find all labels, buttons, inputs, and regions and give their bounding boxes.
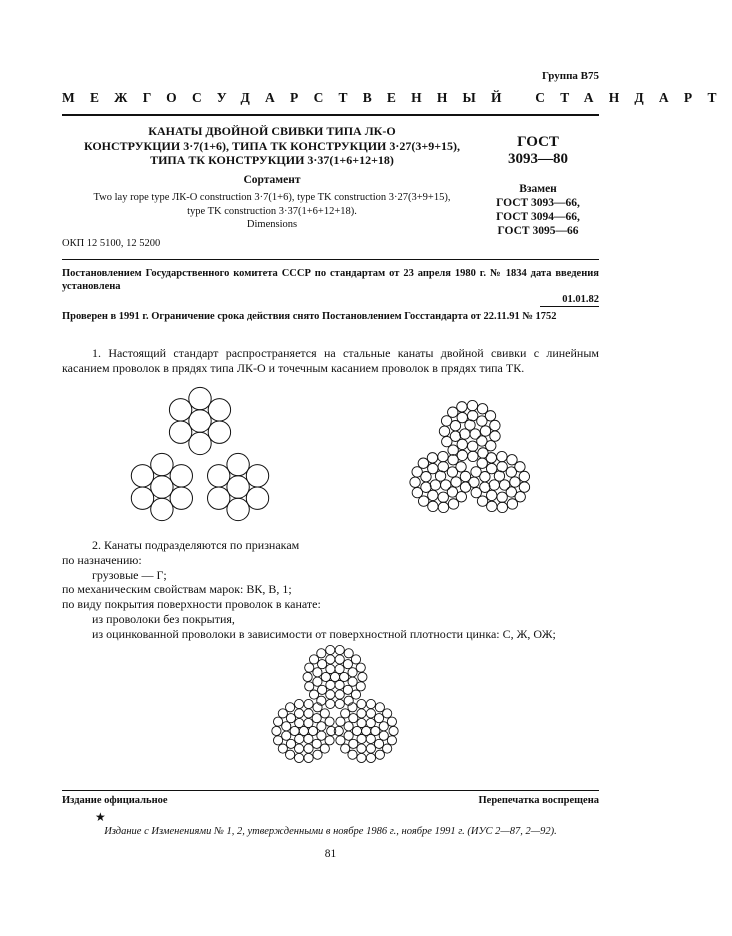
wire-circle [348,668,357,677]
wire-circle [312,739,321,748]
wire-circle [151,476,173,498]
wire-circle [497,492,507,502]
wire-circle [208,421,230,443]
wire-circle [344,722,353,731]
okp-code: ОКП 12 5100, 12 5200 [62,238,161,249]
p2-line: из оцинкованной проволоки в зависимости от поверхностной плотности цинка: С, Ж, ОЖ; [92,626,556,641]
wire-circle [170,487,192,509]
header-rule [62,114,599,116]
wire-circle [357,709,366,718]
wire-circle [349,739,358,748]
wire-circle [304,718,313,727]
wire-circle [366,718,375,727]
p2-line: грузовые — Г; [92,567,167,582]
p2-line: из проволоки без покрытия, [92,611,235,626]
wire-circle [351,655,360,664]
wire-circle [428,463,438,473]
wire-circle [485,411,495,421]
wire-circle [428,501,438,511]
official-edition-label: Издание официальное [62,795,168,806]
wire-circle [273,736,282,745]
wire-circle [357,744,366,753]
wire-circle [325,717,334,726]
wire-circle [320,709,329,718]
english-title [66,191,478,232]
english-title-line-1: Two lay rope type ЛК-О construction 3·7(1+6), type TK construction 3·27(3+9+15), [93,192,451,203]
wire-circle [227,476,249,498]
wire-circle [366,753,375,762]
wire-circle [457,402,467,412]
wire-circle [486,463,496,473]
wire-circle [438,462,448,472]
wire-circle [366,734,375,743]
wire-circle [480,426,490,436]
wire-circle [451,477,461,487]
gost-designation [488,134,588,168]
wire-circle [335,664,344,673]
wire-circle [375,750,384,759]
wire-circle [317,731,326,740]
wire-circle [335,680,344,689]
wire-circle [356,682,365,691]
replaced-standard: ГОСТ 3093—66, [496,197,580,209]
wire-circle [374,739,383,748]
page-number: 81 [324,848,337,860]
wire-circle [151,498,173,520]
wire-circle [131,465,153,487]
wire-circle [490,420,500,430]
footer-rule [62,790,599,791]
wire-circle [438,451,448,461]
replaces-label: Взамен [519,183,557,195]
paragraph-2 [62,538,599,642]
wire-circle [335,655,344,664]
wire-circle [295,709,304,718]
wire-circle [356,663,365,672]
wire-circle [468,451,478,461]
wire-circle [151,453,173,475]
english-title-line-3: Dimensions [246,219,298,230]
wire-circle [286,703,295,712]
wire-circle [227,453,249,475]
replaces-block [488,182,588,238]
wire-circle [335,690,344,699]
wire-circle [499,480,509,490]
wire-circle [366,699,375,708]
wire-circle [349,714,358,723]
wire-circle [457,412,467,422]
replaced-standard: ГОСТ 3095—66 [497,225,579,237]
wire-circle [358,672,367,681]
wire-circle [189,410,211,432]
p2-line: по назначению: [62,552,142,567]
wire-circle [357,699,366,708]
english-title-line-2: type TK construction 3·37(1+6+12+18). [187,205,357,217]
wire-circle [412,487,422,497]
wire-circle [510,477,520,487]
wire-circle [467,411,477,421]
wire-circle [170,465,192,487]
wire-circle [389,726,398,735]
star-mark: ★ [95,810,106,824]
wire-circle [336,717,345,726]
wire-circle [131,487,153,509]
wire-circle [487,501,497,511]
wire-circle [286,739,295,748]
wire-circle [366,709,375,718]
wire-circle [335,645,344,654]
wire-circle [497,502,507,512]
wire-circle [387,717,396,726]
wire-circle [336,736,345,745]
wire-circle [457,450,467,460]
rope-cross-section-3x27 [390,385,550,530]
effective-date: 01.01.82 [562,294,599,305]
wire-circle [442,436,452,446]
wire-circle [357,718,366,727]
wire-circle [519,482,529,492]
standard-banner: МЕЖГОСУДАРСТВЕННЫЙ СТАНДАРТ [62,90,732,105]
wire-circle [427,453,437,463]
section-rule [62,259,599,260]
wire-circle [448,407,458,417]
wire-circle [326,690,335,699]
wire-circle [273,717,282,726]
wire-circle [208,399,230,421]
wire-circle [344,731,353,740]
wire-circle [318,685,327,694]
wire-circle [410,477,420,487]
wire-circle [467,400,477,410]
wire-circle [295,744,304,753]
wire-circle [490,431,500,441]
wire-circle [430,480,440,490]
reprint-prohibited-label: Перепечатка воспрещена [478,795,599,806]
wire-circle [448,499,458,509]
wire-circle [208,465,230,487]
wire-circle [469,477,479,487]
wire-circle [366,744,375,753]
wire-circle [441,480,451,490]
rope-cross-section-3x7 [110,380,290,530]
title-line-2: КОНСТРУКЦИИ 3·7(1+6), ТИПА ТК КОНСТРУКЦИИ 3·27(3+9+15), [83,138,461,153]
wire-circle [304,744,313,753]
wire-circle [438,502,448,512]
wire-circle [357,753,366,762]
p2-line: по механическим свойствам марок: ВК, В, 1; [62,582,292,597]
wire-circle [486,453,496,463]
wire-circle [383,709,392,718]
wire-circle [348,677,357,686]
p2-line: 2. Канаты подразделяются по признакам [92,538,300,552]
wire-circle [456,462,466,472]
wire-circle [379,731,388,740]
wire-circle [335,699,344,708]
wire-circle [374,714,383,723]
edition-note: Издание с Изменениями № 1, 2, утвержденными в ноябре 1986 г., ноябре 1991 г. (ИУС 2—87, 2—92). [104,826,557,837]
wire-circle [418,458,428,468]
checked-note: Проверен в 1991 г. Ограничение срока действия снято Постановлением Госстандарта от 22.11.91 № 1752 [62,311,557,322]
wire-circle [325,736,334,745]
wire-circle [497,462,507,472]
wire-circle [313,668,322,677]
wire-circle [278,744,287,753]
wire-circle [507,499,517,509]
wire-circle [294,753,303,762]
wire-circle [467,441,477,451]
wire-circle [317,722,326,731]
wire-circle [341,744,350,753]
wire-circle [326,645,335,654]
wire-circle [460,429,470,439]
wire-circle [379,722,388,731]
wire-circle [343,660,352,669]
wire-circle [312,714,321,723]
wire-circle [246,487,268,509]
document-title [66,124,478,168]
wire-circle [189,432,211,454]
wire-circle [189,387,211,409]
wire-circle [246,465,268,487]
wire-circle [326,655,335,664]
wire-circle [303,672,312,681]
wire-circle [304,699,313,708]
decree-text: Постановлением Государственного комитета СССР по стандартам от 23 апреля 1980 г. № 1834 дата введения установлена [62,268,599,292]
wire-circle [282,722,291,731]
wire-circle [387,736,396,745]
gost-label: ГОСТ [517,134,559,150]
wire-circle [497,451,507,461]
wire-circle [286,714,295,723]
wire-circle [519,471,529,481]
wire-circle [477,458,487,468]
date-underline [540,306,599,307]
wire-circle [326,664,335,673]
wire-circle [471,487,481,497]
wire-circle [282,731,291,740]
wire-circle [272,726,281,735]
wire-circle [294,699,303,708]
gost-number: 3093—80 [508,151,568,167]
wire-circle [317,649,326,658]
wire-circle [305,663,314,672]
wire-circle [208,487,230,509]
group-code: Группа В75 [541,70,599,82]
wire-circle [470,429,480,439]
replaced-standard: ГОСТ 3094—66, [496,211,580,223]
wire-circle [313,677,322,686]
wire-circle [515,462,525,472]
document-subtitle: Сортамент [243,174,301,186]
rope-cross-section-3x37 [255,635,415,785]
paragraph-1: 1. Настоящий стандарт распространяется на стальные канаты двойной свивки с линейным касанием проволок в прядях типа ЛК-О и точечным касанием проволок в прядях типа ТК. [62,346,599,375]
wire-circle [227,498,249,520]
wire-circle [313,750,322,759]
wire-circle [309,690,318,699]
wire-circle [343,685,352,694]
wire-circle [439,426,449,436]
wire-circle [318,660,327,669]
wire-circle [326,699,335,708]
p2-line: по виду покрытия поверхности проволок в канате: [62,597,321,612]
wire-circle [169,399,191,421]
wire-circle [489,480,499,490]
wire-circle [304,709,313,718]
wire-circle [295,718,304,727]
title-line-1: КАНАТЫ ДВОЙНОЙ СВИВКИ ТИПА ЛК-О [148,124,396,138]
wire-circle [305,682,314,691]
wire-circle [304,734,313,743]
wire-circle [438,492,448,502]
title-line-3: ТИПА ТК КОНСТРУКЦИИ 3·37(1+6+12+18) [150,153,394,167]
wire-circle [304,753,313,762]
wire-circle [169,421,191,443]
